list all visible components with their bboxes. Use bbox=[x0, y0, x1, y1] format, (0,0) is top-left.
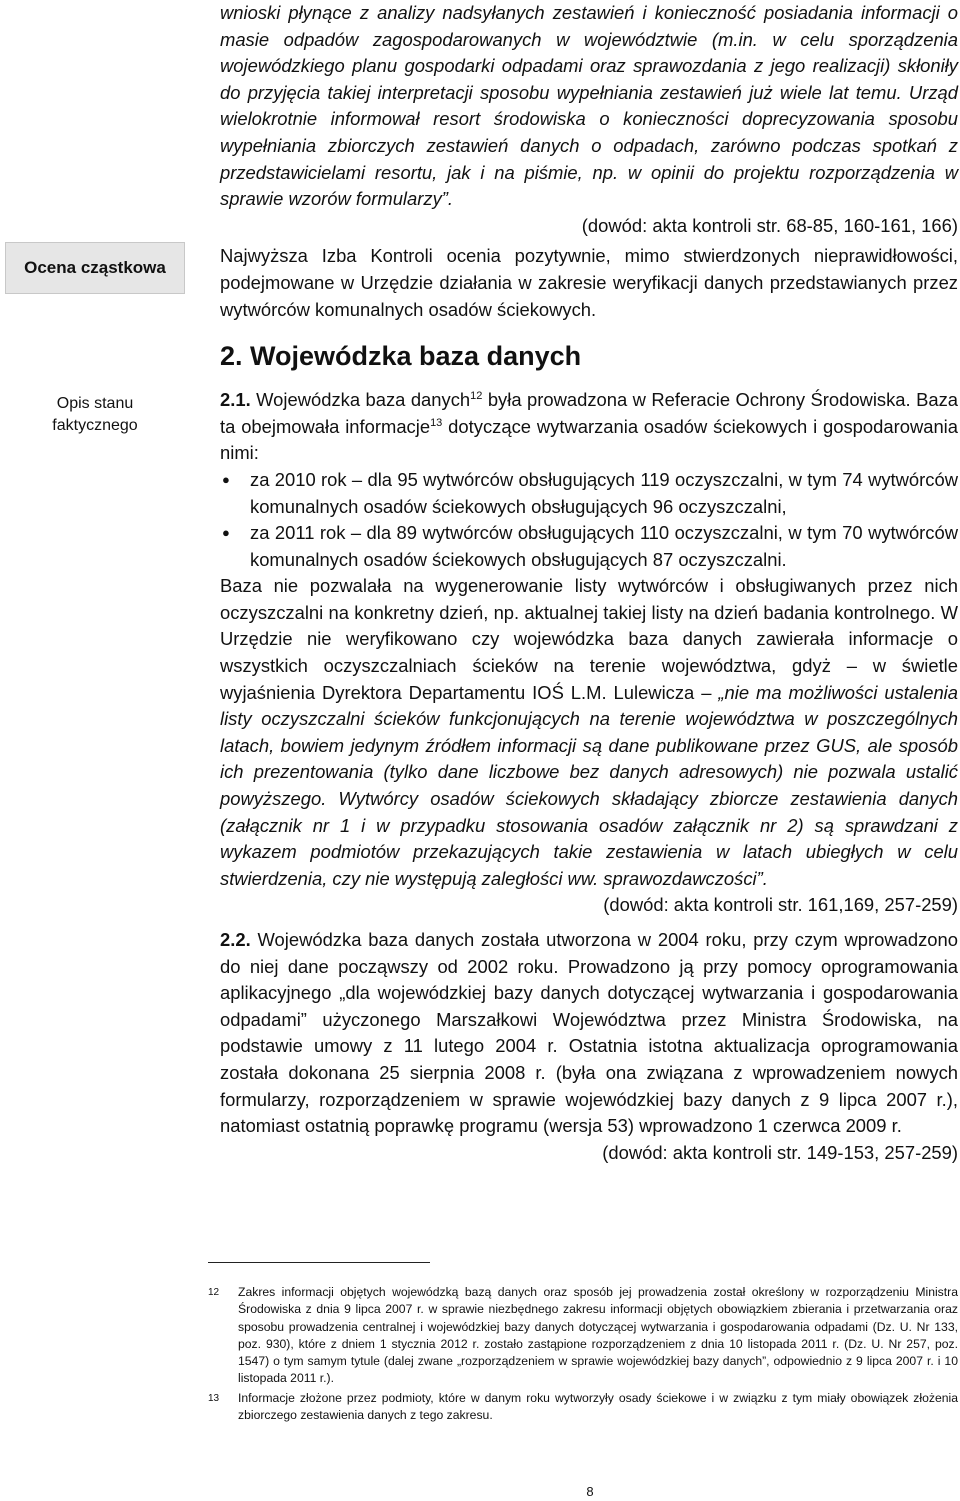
paragraph-text: była prowadzona w Referacie Ochrony Środowiska. Baza ta obejmowała informacje bbox=[220, 389, 959, 437]
section-heading: 2. Wojewódzka baza danych bbox=[220, 341, 582, 372]
evidence-note: (dowód: akta kontroli str. 149-153, 257-259) bbox=[602, 1141, 958, 1163]
paragraph-text: Baza nie pozwalała na wygenerowanie listy wytwórców i obsługiwanych przez nich oczyszczalni na konkretny dzień, np. aktualnej takiej listy na dzień badania kontrolnego. W Urzędzie nie weryfikowano czy wojewódzka baza danych zawierała informacje o wszystkich oczyszczalniach ścieków na terenie województwa, gdyż – w świetle wyjaśnienia Dyrektora Departamentu IOŚ L.M. Lulewicza – bbox=[220, 575, 958, 703]
footnote-ref: 12 bbox=[470, 390, 483, 402]
paragraph-text: Wojewódzka baza danych została utworzona w 2004 roku, przy czym wprowadzono do niej dane począwszy od 2002 roku. Prowadzono ją przy pomocy oprogramowania aplikacyjnego „dla wojewódzkiej bazy danych dotyczącej wytwarzania i gospodarowania odpadami” użyczonego Marszałkowi Województwa przez Ministra Środowiska, na podstawie umowy z 11 lutego 2004 r. Ostatnia istotna aktualizacja oprogramowania została dokonana 25 sierpnia 2008 r. (była ona związana z wprowadzeniem nowych formularzy, rozporządzeniem w sprawie wojewódzkiej bazy danych z 9 lipca 2007 r.), natomiast ostatnią poprawkę programu (wersja 53) wprowadzono 1 czerwca 2009 r. bbox=[220, 929, 958, 1137]
paragraph-2-1-continued bbox=[220, 573, 958, 892]
footnote bbox=[208, 1284, 958, 1388]
bullet-list bbox=[220, 467, 958, 573]
assessment-paragraph: Najwyższa Izba Kontroli ocenia pozytywnie, mimo stwierdzonych nieprawidłowości, podejmowane w Urzędzie działania w zakresie weryfikacji danych przedstawianych przez wytwórców komunalnych osadów ściekowych. bbox=[220, 245, 958, 320]
footnote-number: 13 bbox=[208, 1392, 220, 1404]
section-label-box bbox=[5, 242, 185, 294]
paragraph-text: dotyczące wytwarzania osadów ściekowych i gospodarowania nimi: bbox=[220, 415, 958, 464]
paragraph-number: 2.1. bbox=[220, 389, 251, 411]
state-label-line-1: Opis stanu bbox=[56, 395, 134, 412]
section-label: Ocena cząstkowa bbox=[24, 258, 166, 277]
footnote-ref: 13 bbox=[430, 416, 443, 429]
footnote-number: 12 bbox=[208, 1287, 220, 1298]
paragraph-2-1 bbox=[220, 387, 958, 467]
intro-quote: wnioski płynące z analizy nadsyłanych zestawień i konieczność posiadania informacji o masie odpadów zagospodarowanych w województwie (m.in. w celu sporządzenia wojewódzkiego planu gospodarki odpadami oraz sprawozdania z jego realizacji) skłoniły do przyjęcia takiej interpretacji sposobu wypełniania zestawień już wiele lat temu. Urząd wielokrotnie informował resort środowiska o konieczności doprecyzowania sposobu wypełniania zbiorczych zestawień danych o odpadach, zarówno podczas spotkań z przedstawicielami resortu, jak i na piśmie, np. w opinii do projektu rozporządzenia w sprawie wzorów formularzy”. bbox=[220, 2, 958, 210]
paragraph-number: 2.2. bbox=[220, 929, 251, 950]
quoted-explanation: „nie ma możliwości ustalenia listy oczyszczalni ścieków funkcjonujących na terenie województwa w poszczególnych latach, bowiem jedynym źródłem informacji są dane publikowane przez GUS, ale sposób ich prezentowania (tylko dane liczbowe bez danych adresowych) nie pozwala ustalić powyższego. Wytwórcy osadów ściekowych składający zbiorcze zestawienia danych (załącznik nr 1 i w przypadku stosowania osadów załącznik nr 2) są sprawdzani z wykazem podmiotów przekazujących takie zestawienia w latach ubiegłych w celu stwierdzenia, czy nie występują zaległości ww. sprawozdawczości”. bbox=[220, 681, 958, 889]
footnote-text: Informacje złożone przez podmioty, które w danym roku wytworzyły osady ściekowe i w związku z tym miały obowiązek złożenia zbiorczego zestawienia danych z tego zakresu. bbox=[238, 1390, 958, 1423]
list-item: ● za 2011 rok – dla 89 wytwórców obsługujących 110 oczyszczalni, w tym 70 wytwórców komunalnych osadów ściekowych obsługujących 87 oczyszczalni. bbox=[220, 520, 958, 573]
list-item: ● za 2010 rok – dla 95 wytwórców obsługujących 119 oczyszczalni, w tym 74 wytwórców komunalnych osadów ściekowych obsługujących 96 oczyszczalni, bbox=[220, 467, 958, 520]
page-number: 8 bbox=[586, 1484, 594, 1499]
evidence-note: (dowód: akta kontroli str. 161,169, 257-259) bbox=[603, 894, 958, 916]
evidence-note: (dowód: akta kontroli str. 68-85, 160-161, 166) bbox=[581, 214, 958, 236]
paragraph-2-2 bbox=[220, 927, 958, 1140]
state-description-label bbox=[5, 393, 185, 437]
footnote bbox=[208, 1390, 958, 1425]
footnote-separator bbox=[208, 1262, 430, 1263]
footnotes bbox=[208, 1284, 958, 1424]
footnote-text: Zakres informacji objętych wojewódzką bazą danych oraz sposób jej prowadzenia został określony w rozporządzeniu Ministra Środowiska z dnia 9 lipca 2007 r. w sprawie niezbędnego zakresu informacji objętych obowiązkiem zbierania i przetwarzania oraz sposobu prowadzenia centralnej i wojewódzkiej bazy danych dotyczącej wytwarzania i gospodarowania odpadami (Dz. U. Nr 133, poz. 930), które z dniem 1 stycznia 2012 r. zostało zastąpione rozporządzeniem z dnia 10 listopada 2011 r. (Dz. U. Nr 257, poz. 1547) o tym samym tytule (dalej zwane „rozporządzeniem w sprawie wojewódzkiej bazy danych”, odpowiednio z 9 lipca 2007 r. i 10 listopada 2011 r.). bbox=[238, 1285, 958, 1386]
main-content bbox=[220, 0, 958, 1166]
state-label-line-2: faktycznego bbox=[52, 417, 138, 434]
paragraph-text: Wojewódzka baza danych bbox=[256, 389, 471, 411]
